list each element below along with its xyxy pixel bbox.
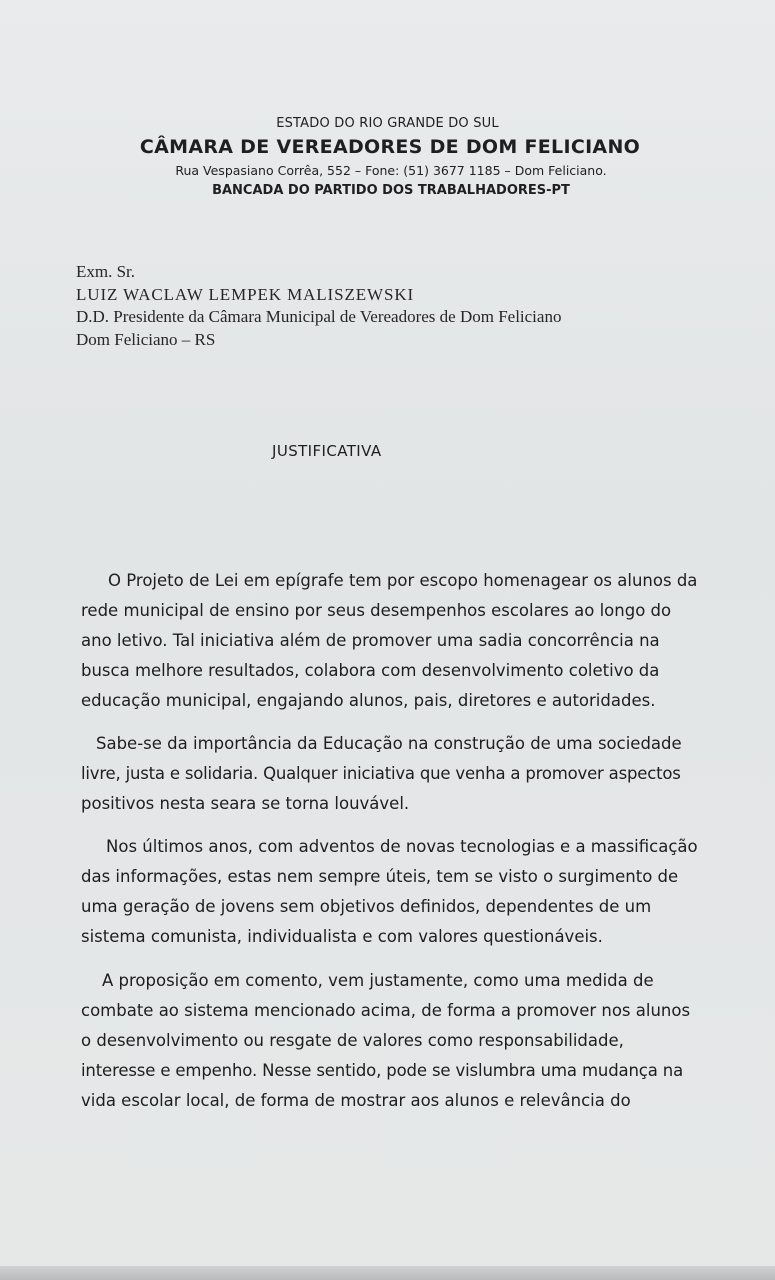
- document-body: [81, 566, 741, 1116]
- paragraph-line: interesse e empenho. Nesse sentido, pode se vislumbra uma mudança na: [81, 1061, 684, 1080]
- paragraph-line: livre, justa e solidaria. Qualquer iniciativa que venha a promover aspectos: [81, 764, 681, 783]
- paragraph-line: das informações, estas nem sempre úteis, tem se visto o surgimento de: [81, 867, 679, 886]
- paragraph-line: combate ao sistema mencionado acima, de forma a promover nos alunos: [81, 1001, 691, 1020]
- recipient-title: D.D. Presidente da Câmara Municipal de Vereadores de Dom Feliciano: [76, 307, 562, 326]
- paragraph: [81, 566, 741, 716]
- paragraph-line: ano letivo. Tal iniciativa além de promover uma sadia concorrência na: [81, 631, 660, 650]
- paragraph: [81, 832, 741, 952]
- letterhead-state: ESTADO DO RIO GRANDE DO SUL: [276, 116, 499, 131]
- paragraph-line: O Projeto de Lei em epígrafe tem por escopo homenagear os alunos da: [108, 571, 698, 590]
- document-heading: JUSTIFICATIVA: [272, 442, 382, 460]
- letterhead-address: Rua Vespasiano Corrêa, 552 – Fone: (51) 3677 1185 – Dom Feliciano.: [175, 163, 607, 178]
- recipient-block: [76, 261, 561, 351]
- paragraph-line: sistema comunista, individualista e com valores questionáveis.: [81, 927, 603, 946]
- recipient-salutation: Exm. Sr.: [76, 262, 136, 281]
- paragraph-line: o desenvolvimento ou resgate de valores como responsabilidade,: [81, 1031, 624, 1050]
- paragraph: [81, 729, 741, 819]
- paragraph-line: busca melhore resultados, colabora com desenvolvimento coletivo da: [81, 661, 660, 680]
- letterhead-caucus: BANCADA DO PARTIDO DOS TRABALHADORES-PT: [212, 183, 570, 198]
- page-edge: [0, 1266, 775, 1280]
- paragraph-line: vida escolar local, de forma de mostrar aos alunos e relevância do: [81, 1091, 631, 1110]
- paragraph-line: A proposição em comento, vem justamente, como uma medida de: [102, 971, 654, 990]
- paragraph: [81, 966, 741, 1116]
- recipient-name: LUIZ WACLAW LEMPEK MALISZEWSKI: [76, 284, 415, 304]
- paragraph-line: rede municipal de ensino por seus desempenhos escolares ao longo do: [81, 601, 672, 620]
- recipient-location: Dom Feliciano – RS: [76, 329, 216, 349]
- paragraph-line: uma geração de jovens sem objetivos definidos, dependentes de um: [81, 897, 652, 916]
- letterhead-chamber: CÂMARA DE VEREADORES DE DOM FELICIANO: [139, 136, 641, 158]
- paragraph-line: Sabe-se da importância da Educação na construção de uma sociedade: [96, 734, 682, 753]
- paragraph-line: Nos últimos anos, com adventos de novas tecnologias e a massificação: [106, 837, 698, 856]
- paragraph-line: educação municipal, engajando alunos, pais, diretores e autoridades.: [81, 691, 656, 710]
- paragraph-line: positivos nesta seara se torna louvável.: [81, 794, 410, 813]
